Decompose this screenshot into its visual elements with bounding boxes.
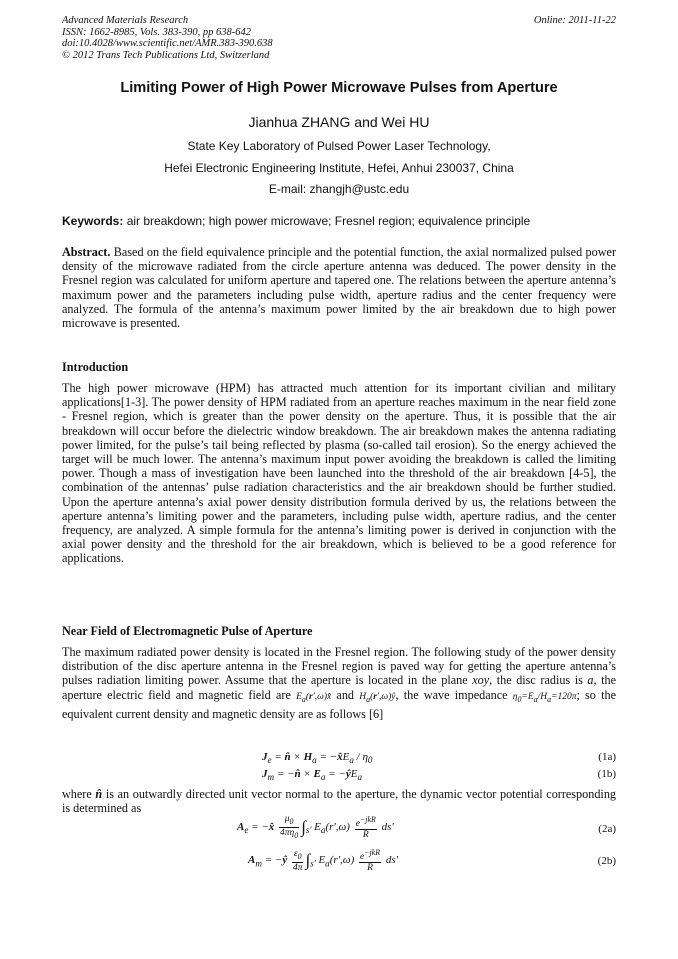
near-field-heading: Near Field of Electromagnetic Pulse of Aperture bbox=[62, 624, 313, 638]
near-field-text: The maximum radiated power density is located in the Fresnel region. The following study of the power density distribution of the disc aperture antenna in the Fresnel region is paved way for getting the aperture antenna’s pulses radiation limiting power. Assume that the aperture is located in the plane xoy, the disc radius is a, the aperture electric field and magnetic field are $E_a(r',\omega)x̂$ and $H_a(r',\omega)ŷ$, the wave impedance $\eta_0=E_a/H_a=120\pi$; so the equivalent current density and magnetic density are as follows [6] bbox=[62, 645, 616, 721]
abstract-text: Based on the field equivalence principle and the potential function, the axial normalized pulsed power density of the microwave radiated from the circle aperture antenna was deduced. The power density in the Fresnel region was calculated for uniform aperture and tapered one. The relations between the aperture antenna’s maximum power and the parameters including pulse width, aperture radius and the center frequency were analyzed. The formula of the antenna’s maximum power limited by the air breakdown due to high power microwave is presented. bbox=[62, 245, 616, 331]
affiliation-line-2: Hefei Electronic Engineering Institute, Hefei, Anhui 230037, China bbox=[164, 161, 514, 175]
equation-1b: $J_m$ = −n̂ × $E_a$ = $-ŷE_a$ bbox=[262, 768, 363, 783]
abstract-label: Abstract. bbox=[62, 245, 111, 259]
affiliation-line-1: State Key Laboratory of Pulsed Power Laser Technology, bbox=[187, 139, 491, 153]
authors: Jianhua ZHANG and Wei HU bbox=[248, 114, 430, 130]
abstract bbox=[62, 245, 616, 330]
keywords bbox=[62, 214, 530, 228]
where-text: where n̂ is an outwardly directed unit vector normal to the aperture, the dynamic vector potential corresponding is determined as bbox=[62, 787, 617, 816]
journal-header bbox=[62, 15, 616, 61]
equation-2b-label: (2b) bbox=[597, 855, 616, 867]
intro-heading: Introduction bbox=[62, 360, 129, 374]
equation-2a-label: (2a) bbox=[598, 823, 616, 835]
copyright-line: © 2012 Trans Tech Publications Ltd, Switzerland bbox=[62, 49, 270, 61]
equation-2b: $A_m$ = −ŷ $\frac{\varepsilon_0}{4\pi}$ $\int_{s'}$ $E_a(r',\omega)$ $\frac{e^{-jkR}}{R}$ ds' bbox=[248, 848, 398, 874]
equation-1a: $J_e$ = n̂ × $H_a$ = $-x̂E_a / \eta_0$ bbox=[262, 751, 373, 766]
equation-1b-label: (1b) bbox=[597, 768, 616, 780]
equation-2a: $A_e$ = −x̂ $\frac{\mu_0}{4\pi\eta_0}$ $\int_{s'}$ $E_a(r',\omega)$ $\frac{e^{-jkR}}{R}$ ds' bbox=[237, 814, 394, 840]
online-date: Online: 2011-11-22 bbox=[533, 15, 616, 26]
email: E-mail: zhangjh@ustc.edu bbox=[268, 182, 410, 196]
keywords-label: Keywords: bbox=[62, 214, 124, 228]
equation-1a-label: (1a) bbox=[598, 751, 616, 763]
journal-name: Advanced Materials Research bbox=[62, 15, 189, 26]
intro-text: The high power microwave (HPM) has attracted much attention for its important civilian and military applications[1-3]. The power density of HPM radiated from an aperture reaches maximum in the near field zone - Fresnel region, which is greater than the power density on the aperture. Thus, it is possible that the air breakdown will occur before the dielectric window breakdown. The air breakdown makes the antenna radiating power limited, for the pulse’s tail being reflected by plasma (so-called tail erosion). So the energy achieved the target will be much lower. The antenna’s maximum input power avoiding the breakdown is called the limiting power. Though a mass of investigation have been launched into the threshold of the air breakdown [4-5], the combination of the antennas’ pulse radiation characteristics and the air breakdown should be further studied. Upon the aperture antenna’s axial power density distribution formula derived by us, the relations between the aperture antenna’s limiting power and the parameters, including pulse width, aperture radius, and the center frequency, are analyzed. A simple formula for the antenna’s limiting power is derived in conjunction with the axial power density and the threshold for the air breakdown, which is believed to be a good reference for applications. bbox=[62, 381, 616, 566]
paper-title: Limiting Power of High Power Microwave Pulses from Aperture bbox=[120, 80, 558, 96]
keywords-text: air breakdown; high power microwave; Fresnel region; equivalence principle bbox=[123, 214, 531, 228]
issn-line: ISSN: 1662-8985, Vols. 383-390, pp 638-642 bbox=[62, 26, 251, 38]
doi-line: doi:10.4028/www.scientific.net/AMR.383-390.638 bbox=[62, 38, 273, 50]
